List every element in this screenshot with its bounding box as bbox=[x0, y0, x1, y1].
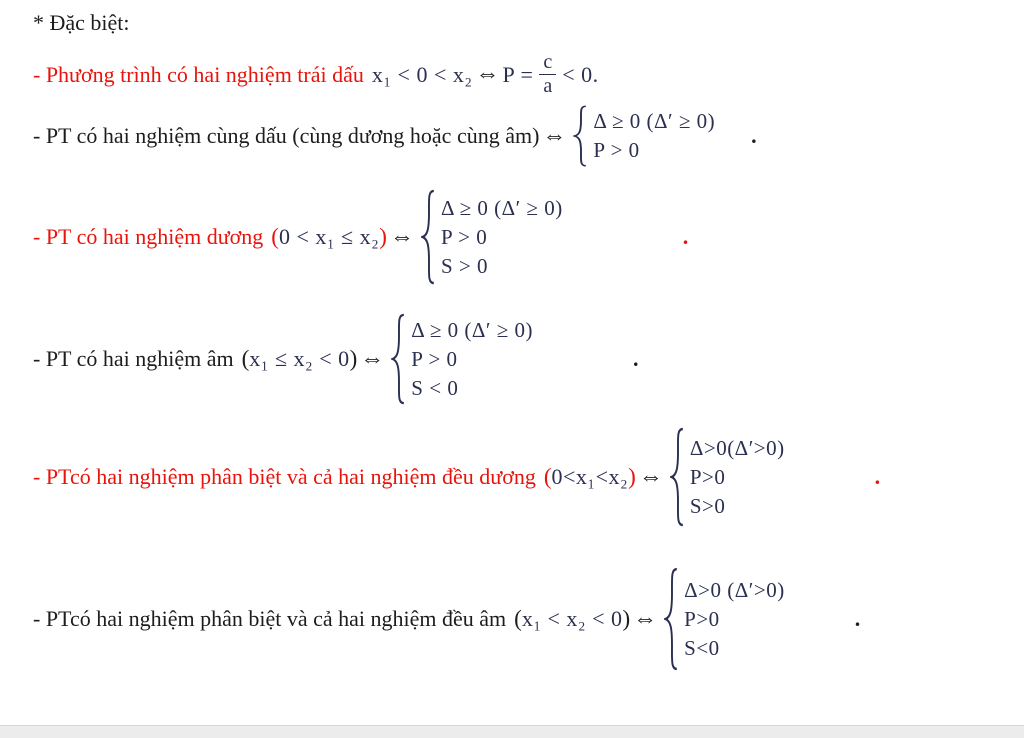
paren-close: ) bbox=[628, 464, 636, 489]
case-condition: Δ ≥ 0 (Δ′ ≥ 0) bbox=[411, 317, 534, 342]
case-condition: Δ ≥ 0 (Δ′ ≥ 0) bbox=[593, 109, 716, 133]
equivalence-arrow: ⇔ bbox=[633, 605, 658, 632]
case-condition: P>0 bbox=[684, 606, 720, 631]
period: . bbox=[682, 224, 689, 249]
case-condition: P > 0 bbox=[593, 138, 640, 162]
math-expression: x₁ ≤ x₂ < 0 bbox=[249, 346, 350, 371]
fraction bbox=[539, 52, 556, 97]
case-condition: P > 0 bbox=[411, 346, 458, 371]
lead-text: - PTcó hai nghiệm phân biệt và cả hai nghiệm đều âm bbox=[33, 606, 507, 631]
row-opposite-sign-roots bbox=[33, 52, 1024, 97]
equivalence-arrow: ⇔ bbox=[389, 223, 414, 250]
paren-close: ) bbox=[379, 224, 387, 249]
fraction-numerator: c bbox=[539, 52, 556, 75]
heading-row bbox=[33, 10, 1024, 36]
case-condition: S < 0 bbox=[411, 375, 459, 400]
row-negative-roots bbox=[33, 313, 1024, 405]
case-condition: S>0 bbox=[689, 493, 726, 518]
row-positive-roots bbox=[33, 189, 1024, 285]
math-expression: x₁ < x₂ < 0 bbox=[521, 606, 623, 631]
paren-close: ) bbox=[622, 606, 631, 631]
period: . bbox=[874, 464, 881, 489]
lead-text: - Phương trình có hai nghiệm trái dấu bbox=[33, 61, 364, 87]
cases-block bbox=[670, 427, 785, 527]
case-condition: P > 0 bbox=[440, 224, 488, 249]
paren-open: ( bbox=[514, 606, 522, 631]
left-brace-icon bbox=[421, 189, 437, 285]
cases-block bbox=[573, 105, 715, 167]
paren-close: ) bbox=[349, 346, 358, 371]
fraction-denominator: a bbox=[543, 75, 553, 97]
lead-text: - PTcó hai nghiệm phân biệt và cả hai nghiệm đều dương bbox=[33, 464, 536, 489]
case-condition: Δ>0(Δ′>0) bbox=[689, 435, 785, 460]
case-condition: S<0 bbox=[684, 635, 720, 660]
row-same-sign-roots bbox=[33, 105, 1024, 167]
paren-open: ( bbox=[271, 224, 279, 249]
paren-open: ( bbox=[241, 346, 250, 371]
left-brace-icon bbox=[664, 567, 680, 671]
left-brace-icon bbox=[391, 313, 407, 405]
cases-block bbox=[421, 189, 563, 285]
math-expression: x₁ < 0 < x₂ bbox=[371, 61, 473, 87]
equivalence-arrow: ⇔ bbox=[360, 345, 385, 372]
case-condition: Δ>0 (Δ′>0) bbox=[684, 577, 785, 602]
equivalence-arrow: ⇔ bbox=[475, 61, 500, 87]
footer-bar bbox=[0, 725, 1024, 738]
period: . bbox=[633, 346, 639, 371]
row-distinct-positive-roots bbox=[33, 427, 1024, 527]
lead-text: - PT có hai nghiệm âm bbox=[33, 346, 234, 371]
period: . bbox=[751, 123, 757, 148]
cases-block bbox=[664, 567, 785, 671]
equivalence-arrow: ⇔ bbox=[542, 122, 567, 149]
equivalence-arrow: ⇔ bbox=[638, 463, 663, 490]
case-condition: S > 0 bbox=[440, 253, 488, 278]
math-expression: 0 < x₁ ≤ x₂ bbox=[278, 224, 380, 249]
row-distinct-negative-roots bbox=[33, 567, 1024, 671]
period: . bbox=[854, 606, 861, 631]
left-brace-icon bbox=[670, 427, 686, 527]
math-expression: P = bbox=[502, 61, 534, 87]
page-title: * Đặc biệt: bbox=[33, 10, 130, 35]
case-condition: P>0 bbox=[689, 464, 726, 489]
case-condition: Δ ≥ 0 (Δ′ ≥ 0) bbox=[440, 195, 563, 220]
lead-text: - PT có hai nghiệm dương bbox=[33, 224, 264, 249]
cases-block bbox=[391, 313, 533, 405]
paren-open: ( bbox=[543, 464, 552, 489]
left-brace-icon bbox=[573, 105, 589, 167]
lead-text: - PT có hai nghiệm cùng dấu (cùng dương hoặc cùng âm) bbox=[33, 123, 540, 148]
math-expression: 0<x₁<x₂ bbox=[551, 464, 629, 489]
math-expression: < 0. bbox=[562, 61, 599, 87]
